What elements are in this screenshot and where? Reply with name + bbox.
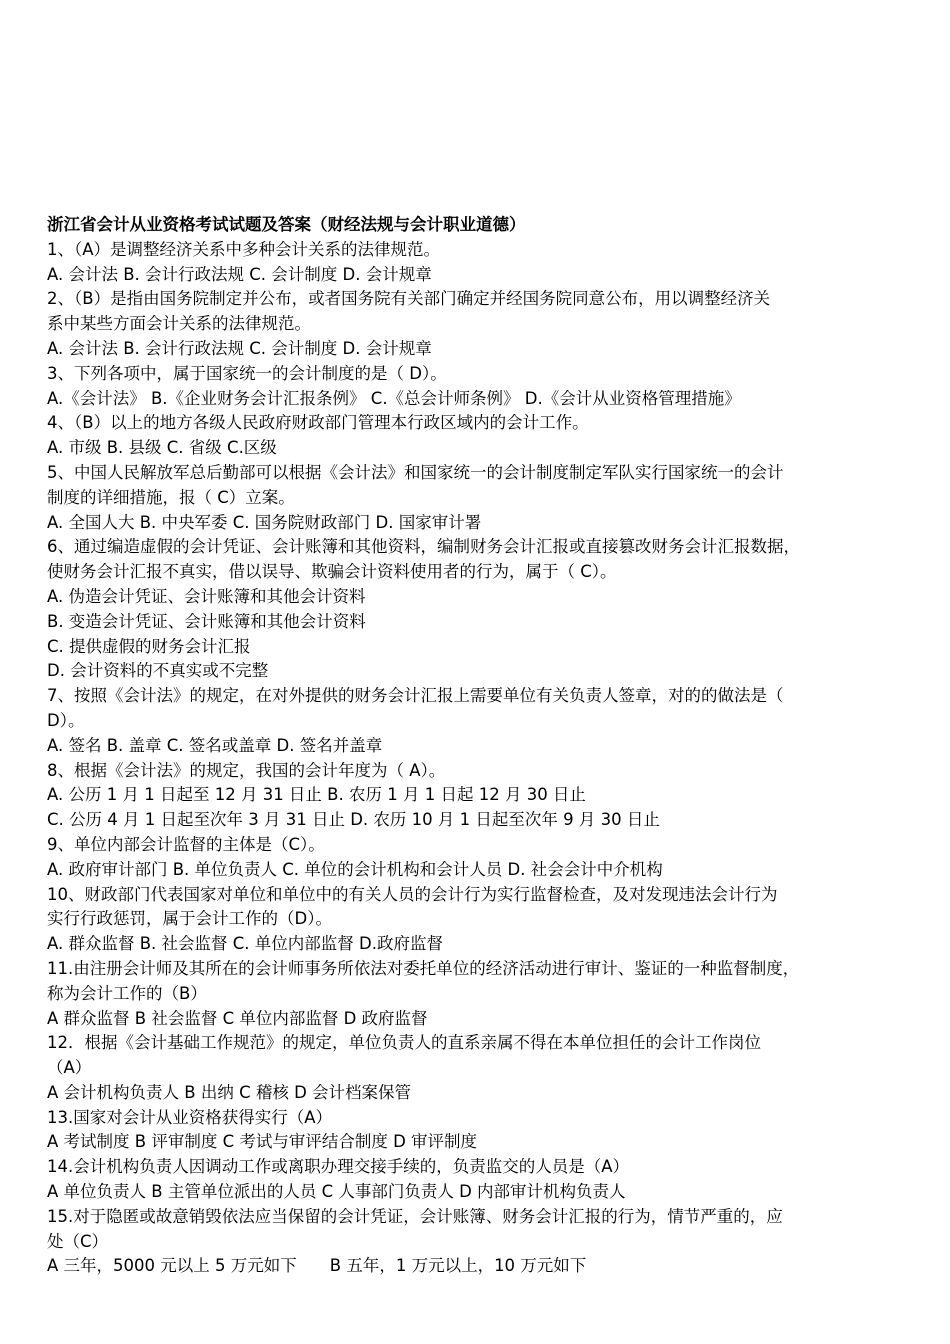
text-line: D. 会计资料的不真实或不完整 bbox=[47, 661, 269, 681]
text-line: 3、下列各项中，属于国家统一的会计制度的是（ D）。 bbox=[47, 363, 447, 383]
text-line: 11.由注册会计师及其所在的会计师事务所依法对委托单位的经济活动进行审计、鉴证的一种监督制度， bbox=[47, 958, 800, 978]
text-line: 1、（A）是调整经济关系中多种会计关系的法律规范。 bbox=[47, 239, 441, 259]
text-line: B. 变造会计凭证、会计账簿和其他会计资料 bbox=[47, 611, 366, 631]
document-body bbox=[47, 213, 913, 1279]
text-line: A. 公历 1 月 1 日起至 12 月 31 日止 B. 农历 1 月 1 日起 12 月 30 日止 bbox=[47, 785, 586, 805]
text-line: A. 群众监督 B. 社会监督 C. 单位内部监督 D.政府监督 bbox=[47, 934, 443, 954]
text-line: C. 公历 4 月 1 日起至次年 3 月 31 日止 D. 农历 10 月 1 日起至次年 9 月 30 日止 bbox=[47, 810, 660, 830]
text-line: 2、（B）是指由国务院制定并公布，或者国务院有关部门确定并经国务院同意公布，用以调整经济关 bbox=[47, 289, 771, 309]
text-line: 6、通过编造虚假的会计凭证、会计账簿和其他资料，编制财务会计汇报或直接篡改财务会计汇报数据， bbox=[47, 537, 800, 557]
text-line: 14.会计机构负责人因调动工作或离职办理交接手续的，负责监交的人员是（A） bbox=[47, 1157, 630, 1177]
text-line: C. 提供虚假的财务会计汇报 bbox=[47, 636, 251, 656]
text-line: A. 会计法 B. 会计行政法规 C. 会计制度 D. 会计规章 bbox=[47, 264, 432, 284]
document-lines bbox=[47, 238, 913, 1279]
text-line: 7、按照《会计法》的规定，在对外提供的财务会计汇报上需要单位有关负责人签章，对的的做法是（ bbox=[47, 686, 784, 706]
text-line: A 考试制度 B 评审制度 C 考试与审评结合制度 D 审评制度 bbox=[47, 1132, 478, 1152]
text-line: 处（C） bbox=[47, 1231, 109, 1251]
text-line: A. 市级 B. 县级 C. 省级 C.区级 bbox=[47, 438, 277, 458]
text-line: A 会计机构负责人 B 出纳 C 稽核 D 会计档案保管 bbox=[47, 1082, 412, 1102]
text-line: 实行行政惩罚，属于会计工作的（D）。 bbox=[47, 909, 332, 929]
text-line: 10、财政部门代表国家对单位和单位中的有关人员的会计行为实行监督检查，及对发现违法会计行为 bbox=[47, 884, 778, 904]
text-line: 9、单位内部会计监督的主体是（C）。 bbox=[47, 834, 325, 854]
text-line: 5、中国人民解放军总后勤部可以根据《会计法》和国家统一的会计制度制定军队实行国家统一的会计 bbox=[47, 462, 784, 482]
text-line: A 三年，5000 元以上 5 万元如下 B 五年，1 万元以上，10 万元如下 bbox=[47, 1256, 587, 1276]
text-line: 系中某些方面会计关系的法律规范。 bbox=[47, 314, 311, 334]
text-line: 4、（B）以上的地方各级人民政府财政部门管理本行政区域内的会计工作。 bbox=[47, 413, 589, 433]
text-line: （A） bbox=[47, 1058, 92, 1078]
text-line: 12．根据《会计基础工作规范》的规定，单位负责人的直系亲属不得在本单位担任的会计工作岗位 bbox=[47, 1033, 761, 1053]
text-line: A. 签名 B. 盖章 C. 签名或盖章 D. 签名并盖章 bbox=[47, 735, 383, 755]
text-line: D）。 bbox=[47, 710, 85, 730]
text-line: 15.对于隐匿或故意销毁依法应当保留的会计凭证，会计账簿、财务会计汇报的行为，情节严重的，应 bbox=[47, 1206, 783, 1226]
document-title: 浙江省会计从业资格考试试题及答案（财经法规与会计职业道德） bbox=[47, 215, 526, 234]
text-line: 称为会计工作的（B） bbox=[47, 983, 207, 1003]
text-line: A. 政府审计部门 B. 单位负责人 C. 单位的会计机构和会计人员 D. 社会会计中介机构 bbox=[47, 859, 663, 879]
text-line: A. 会计法 B. 会计行政法规 C. 会计制度 D. 会计规章 bbox=[47, 338, 432, 358]
text-line: 8、根据《会计法》的规定，我国的会计年度为（ A）。 bbox=[47, 760, 446, 780]
text-line: A. 伪造会计凭证、会计账簿和其他会计资料 bbox=[47, 586, 366, 606]
text-line: A.《会计法》 B.《企业财务会计汇报条例》 C.《总会计师条例》 D.《会计从业资格管理措施》 bbox=[47, 388, 741, 408]
text-line: 使财务会计汇报不真实，借以误导、欺骗会计资料使用者的行为，属于（ C）。 bbox=[47, 562, 617, 582]
text-line: A 群众监督 B 社会监督 C 单位内部监督 D 政府监督 bbox=[47, 1008, 428, 1028]
text-line: 制度的详细措施，报（ C）立案。 bbox=[47, 487, 295, 507]
text-line: 13.国家对会计从业资格获得实行（A） bbox=[47, 1107, 333, 1127]
text-line: A 单位负责人 B 主管单位派出的人员 C 人事部门负责人 D 内部审计机构负责人 bbox=[47, 1182, 626, 1202]
text-line: A. 全国人大 B. 中央军委 C. 国务院财政部门 D. 国家审计署 bbox=[47, 512, 482, 532]
